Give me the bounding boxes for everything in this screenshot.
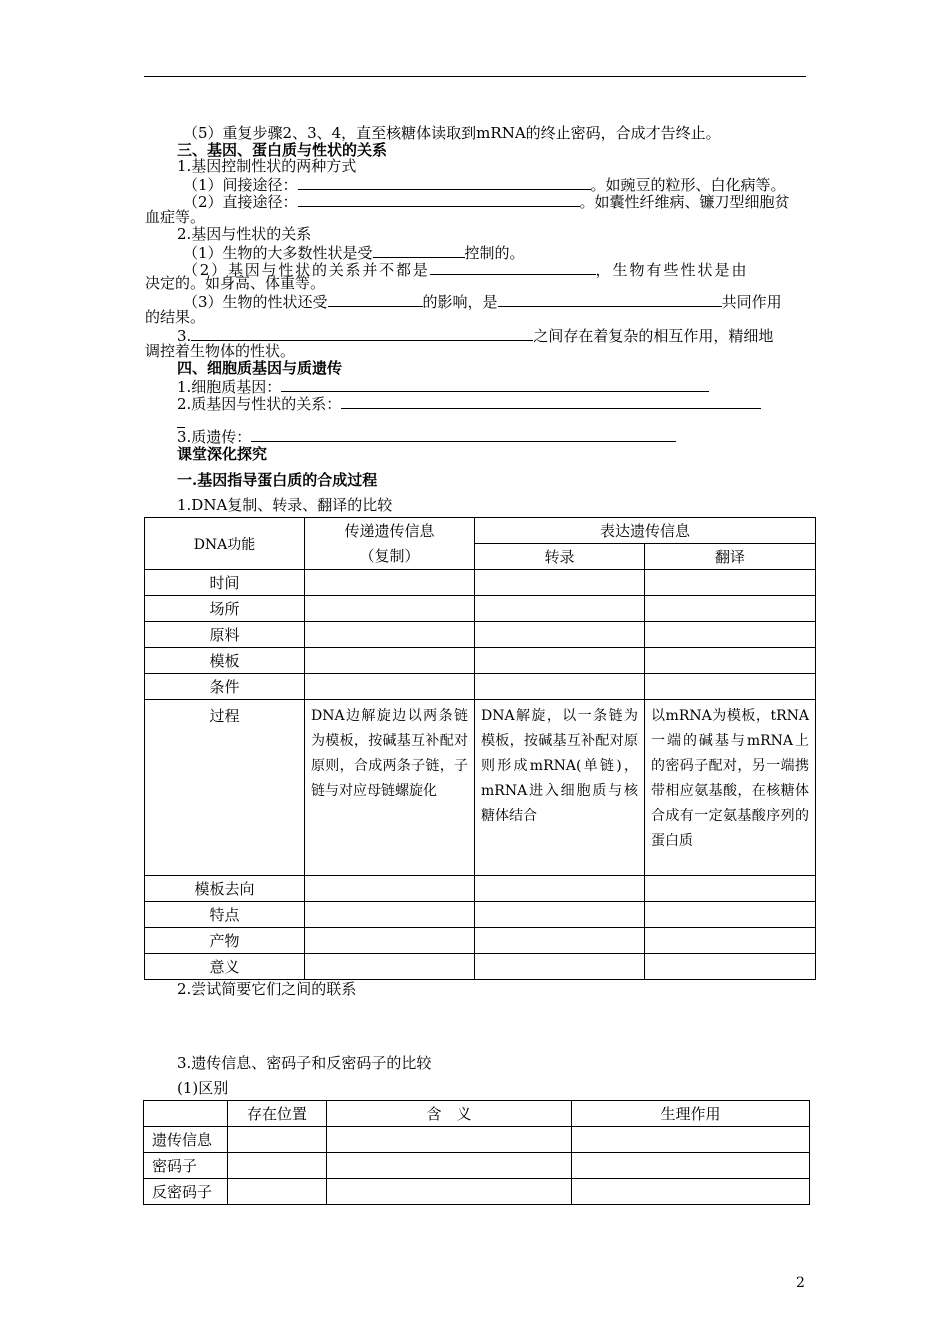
table-row (145, 622, 816, 648)
blank-cell[interactable] (305, 954, 475, 980)
blank-field[interactable] (298, 175, 591, 190)
row-header: 反密码子 (144, 1179, 228, 1205)
blank-field[interactable] (373, 243, 465, 258)
table-row (145, 674, 816, 700)
section-3-title: 三、基因、蛋白质与性状的关系 (177, 141, 388, 159)
table-row (144, 1179, 810, 1205)
col-header-express: 表达遗传信息 (475, 518, 816, 544)
blank-cell[interactable] (305, 622, 475, 648)
row-header: 模板去向 (145, 876, 305, 902)
blank-cell[interactable] (305, 570, 475, 596)
col-header-translate: 翻译 (645, 544, 816, 570)
blank-cell[interactable] (475, 622, 645, 648)
table-row (145, 648, 816, 674)
table-row (144, 1127, 810, 1153)
blank-cell[interactable] (645, 876, 816, 902)
row-header: 产物 (145, 928, 305, 954)
blank-field[interactable] (498, 292, 722, 307)
comparison-1-title: 1.DNA复制、转录、翻译的比较 (177, 496, 393, 514)
s4-item-3-label: 3.质遗传： (177, 428, 252, 446)
blank-cell[interactable] (475, 648, 645, 674)
blank-cell[interactable] (228, 1179, 327, 1205)
table-row (145, 954, 816, 980)
blank-cell[interactable] (645, 596, 816, 622)
blank-field[interactable] (191, 326, 533, 341)
blank-cell[interactable] (305, 902, 475, 928)
s3-item-2c-tail: 共同作用 (721, 293, 782, 311)
comparison-table-dna (144, 517, 816, 980)
s3-item-2: 2.基因与性状的关系 (177, 225, 312, 243)
blank-cell[interactable] (305, 648, 475, 674)
s4-item-1-label: 1.细胞质基因： (177, 378, 282, 396)
question-2: 2.尝试简要它们之间的联系 (177, 980, 357, 998)
header-meaning: 含 义 (327, 1101, 572, 1127)
blank-field[interactable] (328, 292, 423, 307)
s3-item-1a-label: （1）间接途径： (183, 176, 298, 194)
row-header: 条件 (145, 674, 305, 700)
header-location: 存在位置 (228, 1101, 327, 1127)
row-header: 时间 (145, 570, 305, 596)
header-rule (144, 76, 806, 77)
blank-cell[interactable] (305, 596, 475, 622)
table-row (145, 876, 816, 902)
table-row (145, 928, 816, 954)
s3-item-3-cont: 调控着生物体的性状。 (145, 342, 296, 360)
question-3: 3.遗传信息、密码子和反密码子的比较 (177, 1054, 432, 1072)
s4-item-2 (177, 394, 761, 413)
blank-cell[interactable] (645, 674, 816, 700)
row-header: 特点 (145, 902, 305, 928)
blank-cell[interactable] (645, 928, 816, 954)
header-cell-empty (144, 1101, 228, 1127)
section-4-title: 四、细胞质基因与质遗传 (177, 359, 343, 377)
process-translate: 以mRNA为模板，tRNA一端的碱基与mRNA上的密码子配对，另一端携带相应氨基酸，在核糖体合成有一定氨基酸序列的蛋白质 (645, 700, 816, 876)
table-header-row (144, 1101, 810, 1127)
row-header: 过程 (145, 700, 305, 876)
blank-cell[interactable] (572, 1153, 810, 1179)
row-header: 意义 (145, 954, 305, 980)
row-header: 原料 (145, 622, 305, 648)
blank-cell[interactable] (228, 1127, 327, 1153)
col-header-replicate (305, 518, 475, 570)
row-header: 模板 (145, 648, 305, 674)
header-function: 生理作用 (572, 1101, 810, 1127)
blank-cell[interactable] (475, 902, 645, 928)
blank-cell[interactable] (305, 876, 475, 902)
s3-item-2c (183, 292, 782, 311)
s3-item-1b (183, 192, 790, 211)
blank-cell[interactable] (572, 1127, 810, 1153)
s3-item-1a-tail: 。如豌豆的粒形、白化病等。 (590, 176, 786, 194)
s3-item-2b-cont: 决定的。如身高、体重等。 (145, 274, 326, 292)
blank-cell[interactable] (305, 674, 475, 700)
blank-cell[interactable] (475, 928, 645, 954)
s3-item-2b-label: （2）基因与性状的关系并不都是 (183, 261, 430, 279)
s3-item-2a-tail: 控制的。 (464, 244, 525, 262)
blank-field[interactable] (251, 427, 676, 442)
blank-field[interactable] (298, 192, 580, 207)
s3-item-2a-label: （1）生物的大多数性状是受 (183, 244, 373, 262)
s3-item-2c-mid: 的影响，是 (422, 293, 498, 311)
blank-field[interactable] (430, 260, 596, 275)
s3-item-1b-tail: 。如囊性纤维病、镰刀型细胞贫 (579, 193, 790, 211)
col-header-replicate-line1: 传递遗传信息 (344, 521, 435, 540)
blank-cell[interactable] (475, 570, 645, 596)
question-3-1: (1)区别 (177, 1079, 229, 1097)
process-replicate: DNA边解旋边以两条链为模板，按碱基互补配对原则，合成两条子链，子链与对应母链螺旋化 (305, 700, 475, 876)
step-5-text: （5）重复步骤2、3、4，直至核糖体读取到mRNA的终止密码，合成才告终止。 (183, 124, 721, 142)
blank-cell[interactable] (228, 1153, 327, 1179)
row-header: 密码子 (144, 1153, 228, 1179)
s3-item-3-label: 3. (177, 327, 192, 345)
blank-cell[interactable] (645, 622, 816, 648)
blank-cell[interactable] (475, 596, 645, 622)
s3-item-3-tail: 之间存在着复杂的相互作用，精细地 (533, 327, 774, 345)
blank-cell[interactable] (327, 1127, 572, 1153)
table-row (145, 596, 816, 622)
col-header-replicate-line2: （复制） (359, 546, 420, 565)
s4-item-3 (177, 427, 676, 446)
blank-field[interactable] (281, 377, 709, 392)
col-header-transcribe: 转录 (475, 544, 645, 570)
blank-cell[interactable] (305, 928, 475, 954)
blank-cell[interactable] (572, 1179, 810, 1205)
table-corner-header: DNA功能 (145, 518, 305, 570)
row-header: 遗传信息 (144, 1127, 228, 1153)
blank-field[interactable] (341, 394, 761, 409)
page-number: 2 (796, 1275, 805, 1291)
blank-cell[interactable] (645, 902, 816, 928)
blank-cell[interactable] (645, 648, 816, 674)
s3-item-2c-label: （3）生物的性状还受 (183, 293, 328, 311)
s3-item-1b-label: （2）直接途径： (183, 193, 298, 211)
blank-cell[interactable] (327, 1179, 572, 1205)
subsection-1-title: 一.基因指导蛋白质的合成过程 (177, 471, 378, 489)
process-transcribe: DNA解旋，以一条链为模板，按碱基互补配对原则形成mRNA(单链)，mRNA进入细胞质与核糖体结合 (475, 700, 645, 876)
table-row (145, 902, 816, 928)
s3-item-1b-cont: 血症等。 (145, 208, 206, 226)
table-row-process (145, 700, 816, 876)
blank-cell[interactable] (645, 954, 816, 980)
s3-item-2c-cont: 的结果。 (145, 308, 206, 326)
blank-cell[interactable] (475, 954, 645, 980)
blank-field-continuation[interactable] (177, 413, 185, 428)
s4-item-2-label: 2.质基因与性状的关系： (177, 395, 342, 413)
row-header: 场所 (145, 596, 305, 622)
explore-title: 课堂深化探究 (177, 445, 268, 463)
blank-cell[interactable] (475, 876, 645, 902)
blank-cell[interactable] (645, 570, 816, 596)
blank-cell[interactable] (327, 1153, 572, 1179)
table-row (145, 570, 816, 596)
s3-item-2b-tail: ，生物有些性状是由 (595, 261, 749, 279)
blank-cell[interactable] (475, 674, 645, 700)
comparison-table-codon (143, 1100, 810, 1205)
table-row (144, 1153, 810, 1179)
s3-item-1: 1.基因控制性状的两种方式 (177, 157, 357, 175)
